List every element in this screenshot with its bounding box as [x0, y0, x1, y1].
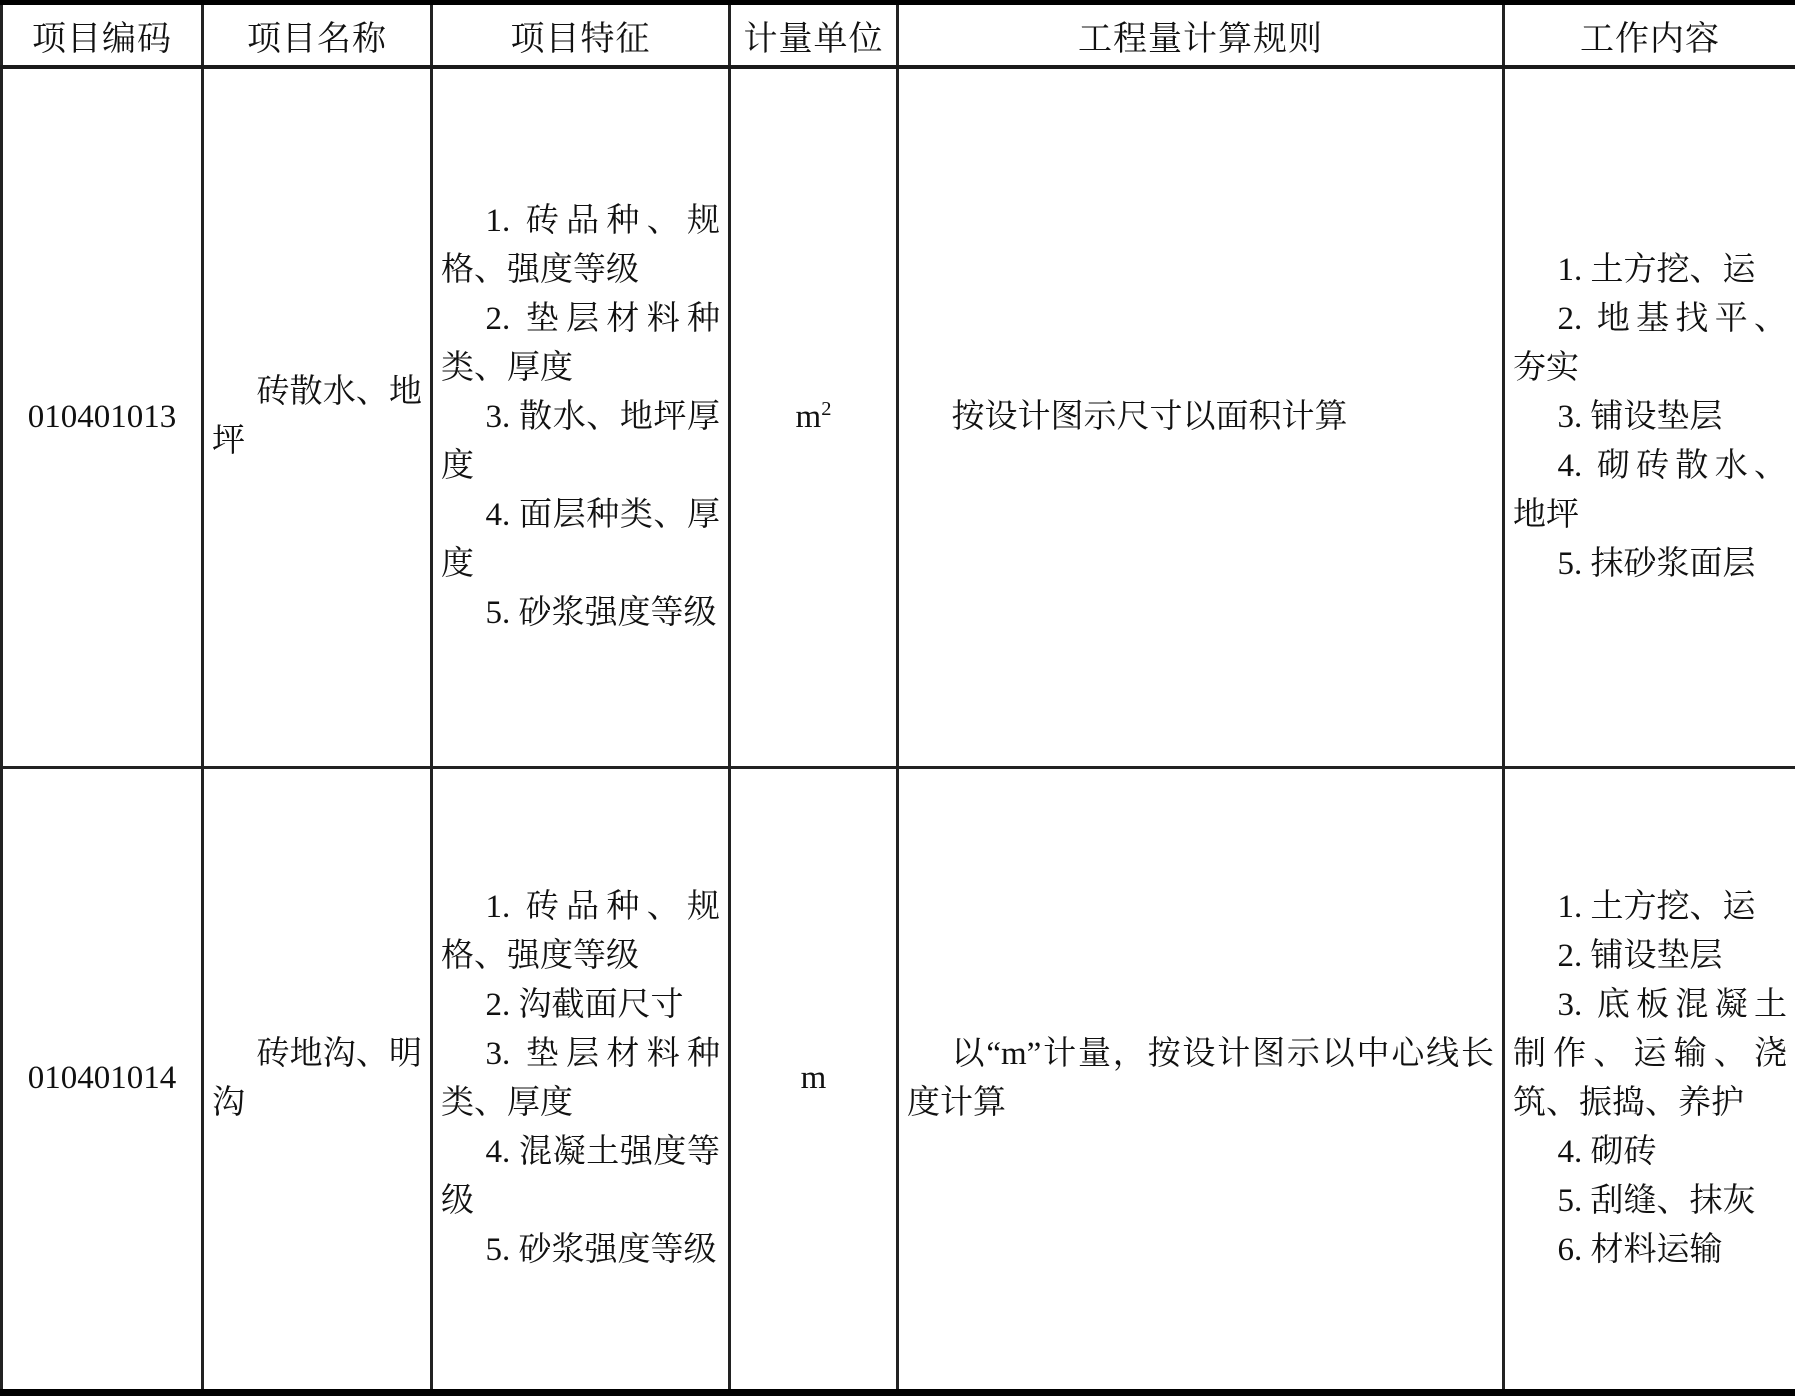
calculation-rule-cell [898, 67, 1504, 767]
list-item: 4. 面层种类、厚度 [441, 496, 720, 582]
features-list [441, 883, 720, 1275]
list-item: 4. 砌砖 [1557, 1133, 1657, 1170]
work-content-list [1513, 883, 1787, 1275]
project-name-cell [203, 67, 432, 767]
list-item: 3. 垫层材料种类、厚度 [441, 1035, 720, 1121]
list-item: 3. 散水、地坪厚度 [441, 398, 720, 484]
list-item: 3. 底板混凝土制作、运输、浇筑、振捣、养护 [1513, 986, 1787, 1121]
project-name: 砖地沟、明沟 [212, 1035, 422, 1121]
work-content-cell [1504, 67, 1795, 767]
project-code: 010401013 [27, 398, 177, 435]
table-row [2, 67, 1795, 767]
list-item: 1. 土方挖、运 [1557, 888, 1756, 925]
header-row [2, 3, 1795, 68]
calculation-rule: 以“m”计量，按设计图示以中心线长度计算 [907, 1035, 1494, 1121]
list-item: 5. 抹砂浆面层 [1557, 545, 1756, 582]
list-item: 5. 砂浆强度等级 [485, 594, 717, 631]
work-content-list [1513, 246, 1787, 589]
project-code: 010401014 [27, 1060, 177, 1097]
list-item: 1. 砖品种、规格、强度等级 [441, 888, 720, 974]
list-item: 5. 刮缝、抹灰 [1557, 1182, 1756, 1219]
list-item: 1. 砖品种、规格、强度等级 [441, 202, 720, 288]
project-code-cell [2, 67, 203, 767]
list-item: 2. 地基找平、夯实 [1513, 300, 1787, 386]
list-item: 6. 材料运输 [1557, 1231, 1723, 1268]
project-code-cell [2, 767, 203, 1392]
unit-superscript: 2 [821, 397, 832, 420]
column-header-project-features: 项目特征 [432, 3, 730, 68]
column-header-project-name: 项目名称 [203, 3, 432, 68]
list-item: 1. 土方挖、运 [1557, 251, 1756, 288]
work-content-cell [1504, 767, 1795, 1392]
project-name: 砖散水、地坪 [212, 374, 422, 460]
unit-value: m [795, 398, 822, 435]
list-item: 2. 沟截面尺寸 [485, 986, 684, 1023]
column-header-calculation-rule: 工程量计算规则 [898, 3, 1504, 68]
column-header-work-content: 工作内容 [1504, 3, 1795, 68]
list-item: 2. 铺设垫层 [1557, 937, 1723, 974]
list-item: 5. 砂浆强度等级 [485, 1231, 717, 1268]
project-name-cell [203, 767, 432, 1392]
column-header-project-code: 项目编码 [2, 3, 203, 68]
features-list [441, 197, 720, 638]
calculation-rule-cell [898, 767, 1504, 1392]
unit-value: m [800, 1060, 827, 1097]
list-item: 3. 铺设垫层 [1557, 398, 1723, 435]
table-row [2, 767, 1795, 1392]
unit-cell [730, 767, 898, 1392]
list-item: 4. 混凝土强度等级 [441, 1133, 720, 1219]
unit-cell [730, 67, 898, 767]
calculation-rule: 按设计图示尺寸以面积计算 [951, 398, 1348, 435]
project-features-cell [432, 67, 730, 767]
project-features-cell [432, 767, 730, 1392]
column-header-unit: 计量单位 [730, 3, 898, 68]
list-item: 4. 砌砖散水、地坪 [1513, 447, 1787, 533]
list-item: 2. 垫层材料种类、厚度 [441, 300, 720, 386]
